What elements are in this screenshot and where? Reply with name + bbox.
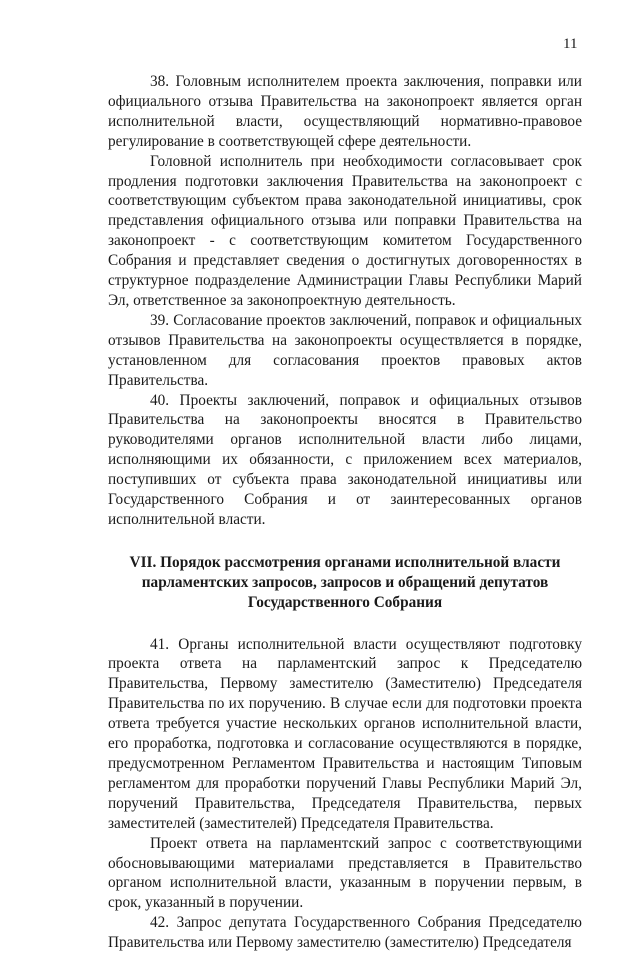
section-heading-vii: [108, 553, 582, 613]
paragraph-41-continuation: Проект ответа на парламентский запрос с соответствующими обосновывающими материалами представляется в Правительство органом исполнительной власти, указанным в поручении первым, в срок, указанный в поручении.: [108, 834, 582, 912]
section-heading-line-3: Государственного Собрания: [247, 593, 443, 611]
paragraph-41: 41. Органы исполнительной власти осуществляют подготовку проекта ответа на парламентский запрос к Председателю Правительства, Первому заместителю (Заместителю) Председателя Правительства по их поручению. В случае если для подготовки проекта ответа требуется участие нескольких органов исполнительной власти, его проработка, подготовка и согласование осуществляются в порядке, предусмотренном Регламентом Правительства и настоящим Типовым регламентом для проработки поручений Главы Республики Марий Эл, поручений Правительства, Председателя Правительства, первых заместителей (заместителей) Председателя Правительства.: [108, 635, 582, 832]
paragraph-38: 38. Головным исполнителем проекта заключения, поправки или официального отзыва Правительства на законопроект является орган исполнительной власти, осуществляющий нормативно-правовое регулирование в соответствующей сфере деятельности.: [108, 73, 582, 150]
document-body: [108, 72, 582, 953]
paragraph-40: 40. Проекты заключений, поправок и официальных отзывов Правительства на законопроекты вносятся в Правительство руководителями органов исполнительной власти либо лицами, исполняющими их обязанности, с приложением всех материалов, поступивших от субъекта права законодательной инициативы или Государственного Собрания и от заинтересованных органов исполнительной власти.: [108, 391, 582, 528]
page-number: 11: [563, 36, 578, 52]
paragraph-39: 39. Согласование проектов заключений, поправок и официальных отзывов Правительства на законопроекты осуществляется в порядке, установленном для согласования проектов правовых актов Правительства.: [108, 311, 582, 389]
paragraph-38-continuation: Головной исполнитель при необходимости согласовывает срок продления подготовки заключения Правительства на законопроект с соответствующим субъектом права законодательной инициативы, срок представления официального отзыва или поправки Правительства на законопроект - с соответствующим комитетом Государственного Собрания и представляет сведения о достигнутых договоренностях в структурное подразделение Администрации Главы Республики Марий Эл, ответственное за законопроектную деятельность.: [108, 152, 582, 309]
section-heading-line-1: VII. Порядок рассмотрения органами исполнительной власти: [129, 553, 561, 571]
paragraph-42: 42. Запрос депутата Государственного Собрания Председателю Правительства или Первому заместителю (заместителю) Председателя: [108, 914, 582, 952]
section-heading-line-2: парламентских запросов, запросов и обращений депутатов: [141, 573, 549, 591]
